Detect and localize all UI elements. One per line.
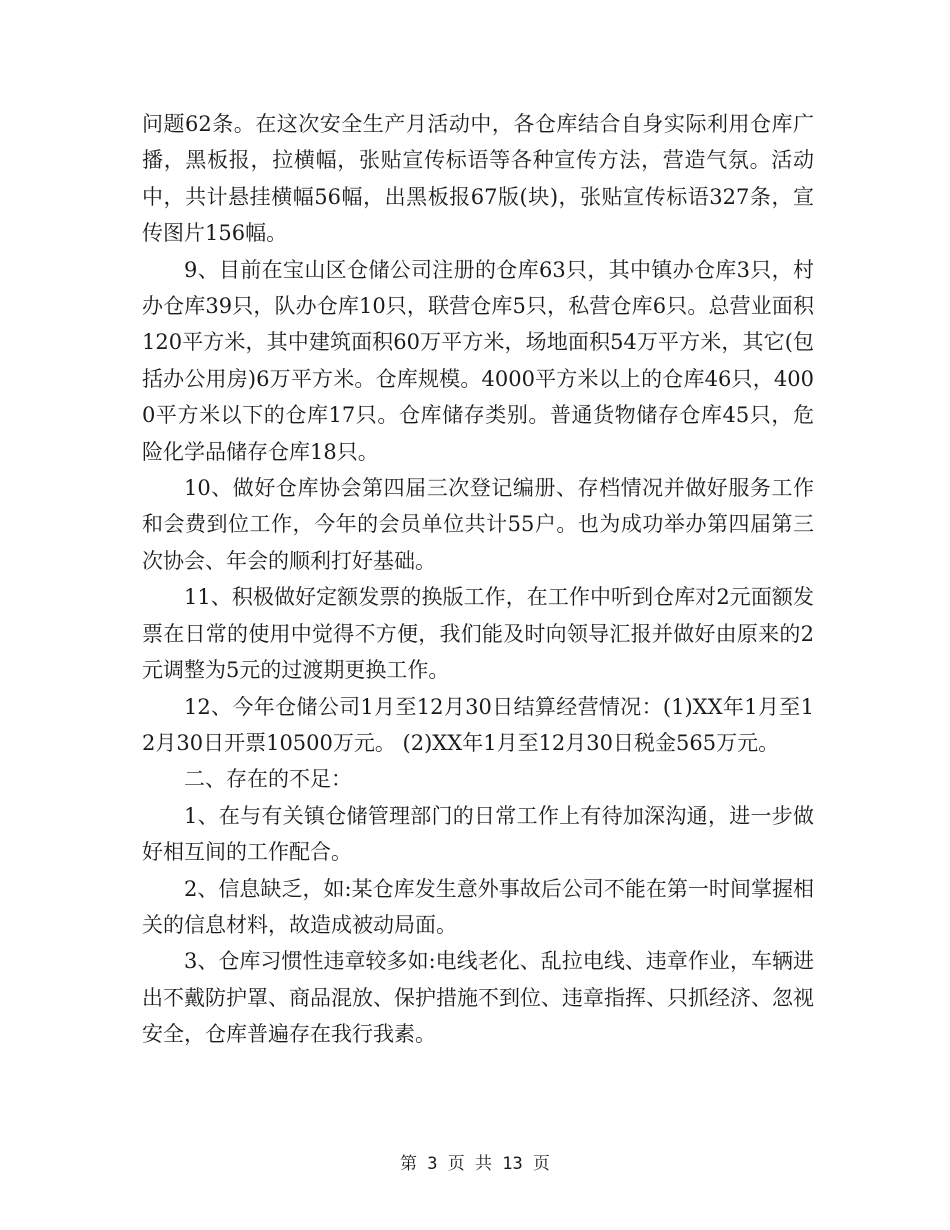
- paragraph-3: 10、做好仓库协会第四届三次登记编册、存档情况并做好服务工作和会费到位工作，今年的会员单位共计55户。也为成功举办第四届第三次协会、年会的顺利打好基础。: [142, 476, 814, 573]
- section-heading: 二、存在的不足：: [184, 767, 352, 792]
- paragraph-8: 2、信息缺乏，如:某仓库发生意外事故后公司不能在第一时间掌握相关的信息材料，故造成被动局面。: [142, 876, 814, 937]
- document-body: [142, 106, 814, 1053]
- paragraph-4: 11、积极做好定额发票的换版工作，在工作中听到仓库对2元面额发票在日常的使用中觉得不方便，我们能及时向领导汇报并做好由原来的2元调整为5元的过渡期更换工作。: [142, 585, 814, 683]
- paragraph-7: 1、在与有关镇仓储管理部门的日常工作上有待加深沟通，进一步做好相互间的工作配合。: [142, 803, 814, 865]
- paragraph-1: 问题62条。在这次安全生产月活动中，各仓库结合自身实际利用仓库广播，黑板报，拉横幅，张贴宣传标语等各种宣传方法，营造气氛。活动中，共计悬挂横幅56幅，出黑板报67版(块)，张贴宣传标语327条，宣传图片156幅。: [142, 112, 814, 246]
- page-number: 第 3 页 共 13 页: [400, 1154, 550, 1174]
- paragraph-2: 9、目前在宝山区仓储公司注册的仓库63只，其中镇办仓库3只，村办仓库39只，队办仓库10只，联营仓库5只，私营仓库6只。总营业面积120平方米，其中建筑面积60万平方米，场地面积54万平方米，其它(包括办公用房)6万平方米。仓库规模。4000平方米以上的仓库46只，4000平方米以下的仓库17只。仓库储存类别。普通货物储存仓库45只，危险化学品储存仓库18只。: [142, 257, 814, 464]
- paragraph-9: 3、仓库习惯性违章较多如:电线老化、乱拉电线、违章作业，车辆进出不戴防护罩、商品混放、保护措施不到位、违章指挥、只抓经济、忽视安全，仓库普遍存在我行我素。: [142, 949, 814, 1047]
- paragraph-5: 12、今年仓储公司1月至12月30日结算经营情况：(1)XX年1月至12月30日开票10500万元。 (2)XX年1月至12月30日税金565万元。: [142, 694, 814, 755]
